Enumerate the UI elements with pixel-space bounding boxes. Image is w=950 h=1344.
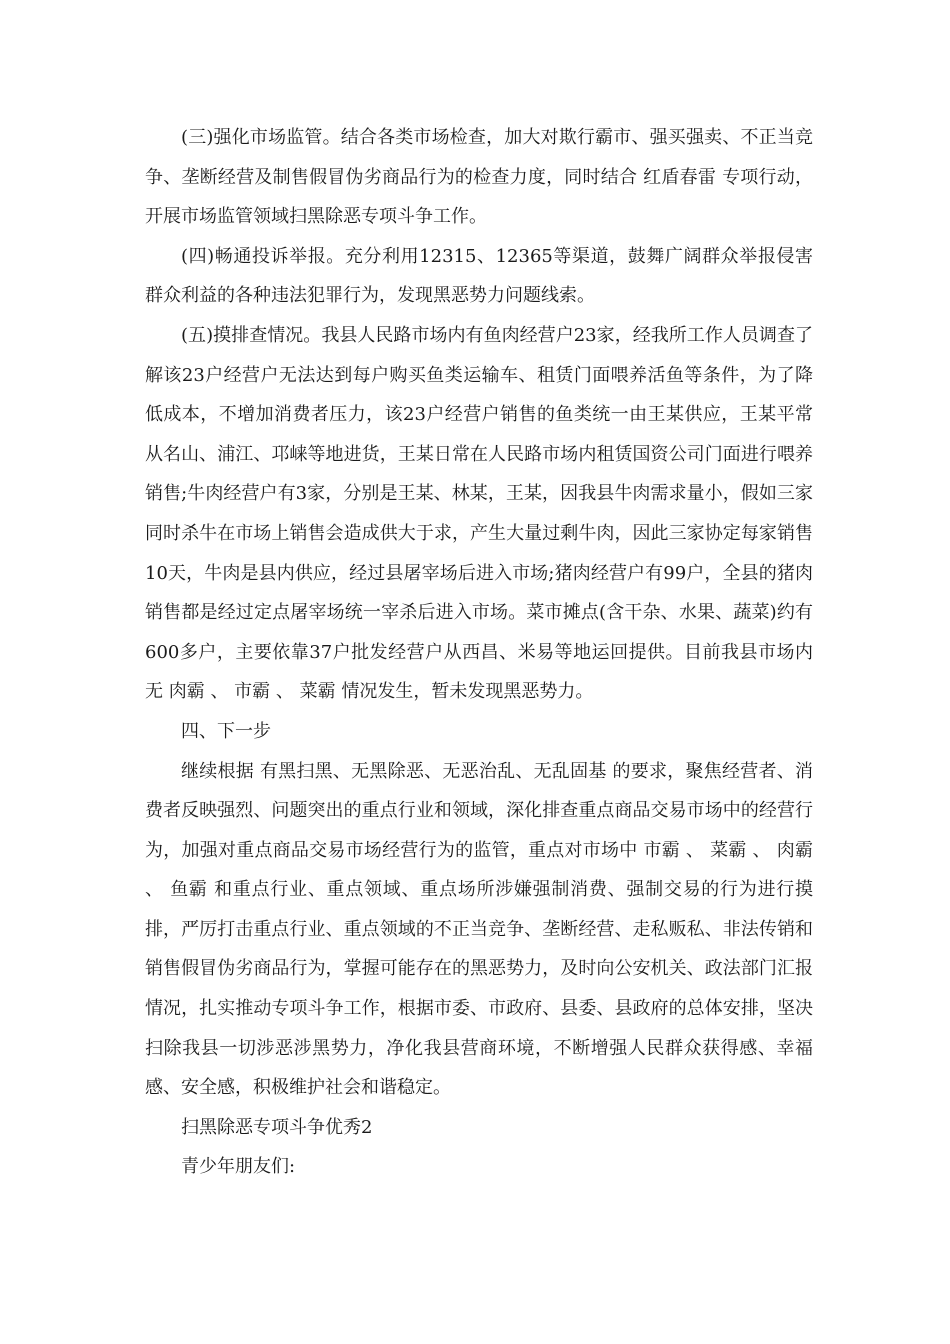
paragraph-market-supervision: (三)强化市场监管。结合各类市场检查，加大对欺行霸市、强买强卖、不正当竞争、垄断经营及制售假冒伪劣商品行为的检查力度，同时结合 红盾春雷 专项行动，开展市场监管领域扫黑除恶专项斗争工作。: [145, 127, 813, 228]
salutation: 青少年朋友们:: [181, 1156, 296, 1178]
section-heading-next-steps: 四、下一步: [181, 720, 271, 742]
paragraph-investigation: (五)摸排查情况。我县人民路市场内有鱼肉经营户23家，经我所工作人员调查了解该23户经营户无法达到每户购买鱼类运输车、租赁门面喂养活鱼等条件，为了降低成本，不增加消费者压力，该23户经营户销售的鱼类统一由王某供应，王某平常从名山、浦江、邛崃等地进货，王某日常在人民路市场内租赁国资公司门面进行喂养销售;牛肉经营户有3家，分别是王某、林某，王某，因我县牛肉需求量小，假如三家同时杀牛在市场上销售会造成供大于求，产生大量过剩牛肉，因此三家协定每家销售10天，牛肉是县内供应，经过县屠宰场后进入市场;猪肉经营户有99户，全县的猪肉销售都是经过定点屠宰场统一宰杀后进入市场。菜市摊点(含干杂、水果、蔬菜)约有600多户，主要依靠37户批发经营户从西昌、米易等地运回提供。目前我县市场内无 肉霸 、 市霸 、 菜霸 情况发生，暂未发现黑恶势力。: [145, 324, 813, 703]
paragraph-complaint-reporting: (四)畅通投诉举报。充分利用12315、12365等渠道，鼓舞广阔群众举报侵害群众利益的各种违法犯罪行为，发现黑恶势力问题线索。: [145, 245, 813, 307]
document-body: [145, 118, 813, 1187]
paragraph-next-steps: 继续根据 有黑扫黑、无黑除恶、无恶治乱、无乱固基 的要求，聚焦经营者、消费者反映强烈、问题突出的重点行业和领域，深化排查重点商品交易市场中的经营行为，加强对重点商品交易市场经营行为的监管，重点对市场中 市霸 、 菜霸 、 肉霸 、 鱼霸 和重点行业、重点领域、重点场所涉嫌强制消费、强制交易的行为进行摸排，严厉打击重点行业、重点领域的不正当竞争、垄断经营、走私贩私、非法传销和销售假冒伪劣商品行为，掌握可能存在的黑恶势力，及时向公安机关、政法部门汇报情况，扎实推动专项斗争工作，根据市委、市政府、县委、县政府的总体安排，坚决扫除我县一切涉恶涉黑势力，净化我县营商环境，不断增强人民群众获得感、幸福感、安全感，积极维护社会和谐稳定。: [145, 760, 813, 1099]
article-title: 扫黑除恶专项斗争优秀2: [181, 1116, 373, 1138]
